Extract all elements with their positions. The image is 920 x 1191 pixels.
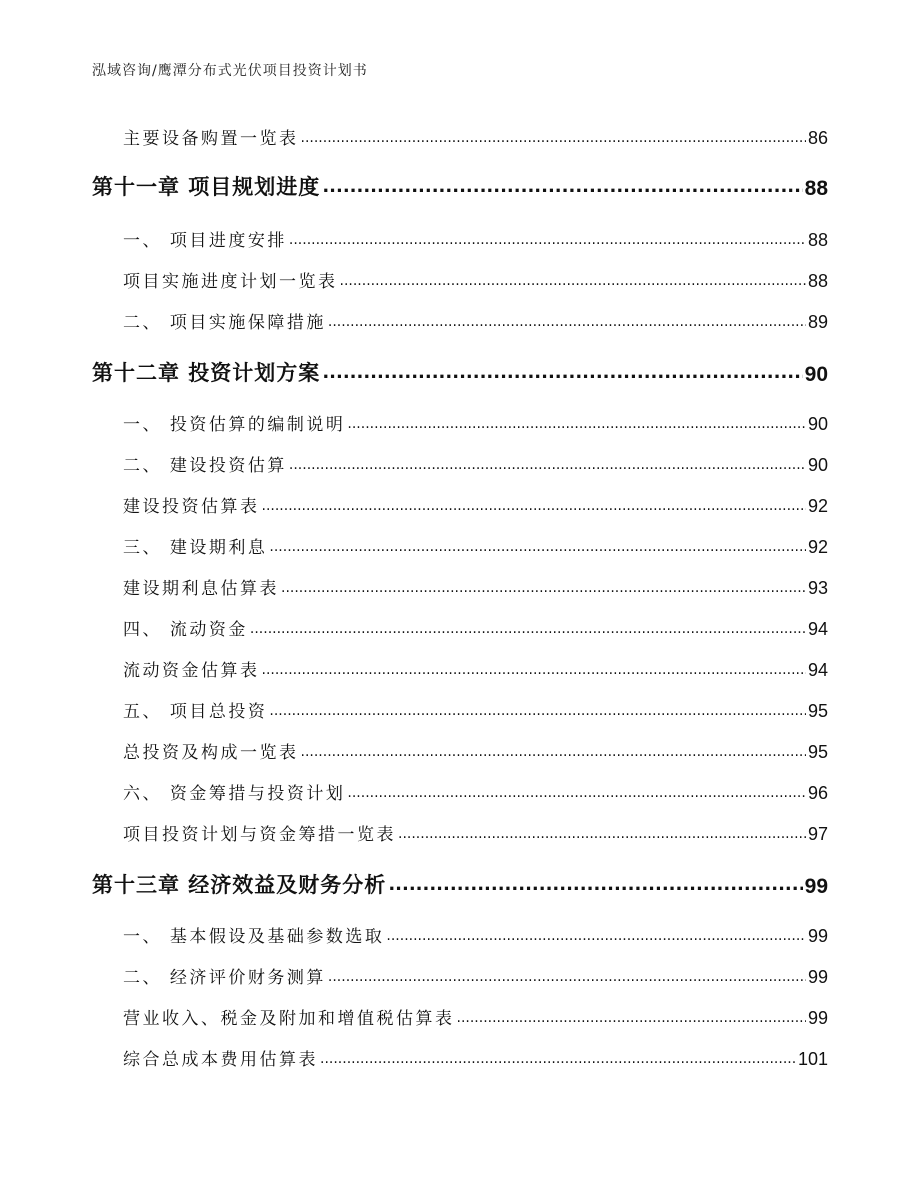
toc-leader-dots xyxy=(281,580,806,596)
toc-entry-title: 项目实施进度计划一览表 xyxy=(123,272,338,292)
toc-entry-title: 三、 建设期利息 xyxy=(123,538,268,558)
toc-entry[interactable] xyxy=(92,451,828,476)
toc-entry-title: 二、 项目实施保障措施 xyxy=(123,313,326,333)
toc-entry-title: 主要设备购置一览表 xyxy=(123,129,299,149)
toc-entry[interactable] xyxy=(92,1045,828,1070)
toc-entry-title: 第十三章 经济效益及财务分析 xyxy=(92,873,387,897)
toc-entry[interactable] xyxy=(92,308,828,333)
toc-entry-page: 90 xyxy=(804,363,828,386)
toc-leader-dots xyxy=(457,1010,806,1026)
toc-entry[interactable] xyxy=(92,697,828,722)
toc-entry-title: 第十一章 项目规划进度 xyxy=(92,175,321,199)
toc-entry-page: 95 xyxy=(807,742,828,762)
toc-entry[interactable] xyxy=(92,1004,828,1029)
toc-leader-dots xyxy=(262,662,806,678)
toc-leader-dots xyxy=(340,273,806,289)
toc-entry-page: 99 xyxy=(804,875,828,898)
toc-leader-dots xyxy=(347,416,806,432)
toc-leader-dots xyxy=(262,498,806,514)
toc-chapter-entry[interactable] xyxy=(92,869,828,899)
toc-entry[interactable] xyxy=(92,656,828,681)
toc-leader-dots xyxy=(289,232,806,248)
toc-leader-dots xyxy=(328,969,806,985)
toc-entry[interactable] xyxy=(92,533,828,558)
toc-entry-page: 94 xyxy=(807,660,828,680)
toc-entry[interactable] xyxy=(92,738,828,763)
toc-entry-title: 一、 基本假设及基础参数选取 xyxy=(123,927,385,947)
toc-chapter-entry[interactable] xyxy=(92,171,828,201)
toc-entry[interactable] xyxy=(92,410,828,435)
toc-entry-title: 总投资及构成一览表 xyxy=(123,743,299,763)
toc-entry[interactable] xyxy=(92,492,828,517)
toc-entry-title: 流动资金估算表 xyxy=(123,661,260,681)
toc-leader-dots xyxy=(398,826,806,842)
toc-entry-page: 92 xyxy=(807,496,828,516)
toc-entry-page: 90 xyxy=(807,455,828,475)
toc-entry-title: 六、 资金筹措与投资计划 xyxy=(123,784,346,804)
toc-entry-page: 101 xyxy=(797,1049,828,1069)
toc-entry-title: 一、 投资估算的编制说明 xyxy=(123,415,346,435)
toc-entry-title: 建设投资估算表 xyxy=(123,497,260,517)
toc-leader-dots xyxy=(320,1051,796,1067)
toc-leader-dots xyxy=(269,703,806,719)
toc-entry-title: 项目投资计划与资金筹措一览表 xyxy=(123,825,396,845)
toc-entry-page: 89 xyxy=(807,312,828,332)
toc-entry-title: 第十二章 投资计划方案 xyxy=(92,361,321,385)
toc-entry-title: 综合总成本费用估算表 xyxy=(123,1050,318,1070)
toc-entry-title: 五、 项目总投资 xyxy=(123,702,268,722)
toc-leader-dots xyxy=(386,928,806,944)
toc-entry-title: 二、 建设投资估算 xyxy=(123,456,287,476)
toc-entry-title: 四、 流动资金 xyxy=(123,620,248,640)
toc-entry[interactable] xyxy=(92,267,828,292)
toc-leader-dots xyxy=(347,785,806,801)
toc-entry[interactable] xyxy=(92,124,828,149)
toc-entry-page: 88 xyxy=(807,230,828,250)
toc-entry-page: 86 xyxy=(807,128,828,148)
toc-leader-dots xyxy=(301,130,806,146)
toc-chapter-entry[interactable] xyxy=(92,357,828,387)
toc-leader-dots xyxy=(328,314,806,330)
toc-entry[interactable] xyxy=(92,820,828,845)
toc-entry-page: 96 xyxy=(807,783,828,803)
toc-entry-page: 97 xyxy=(807,824,828,844)
toc-entry-page: 99 xyxy=(807,1008,828,1028)
toc-entry[interactable] xyxy=(92,226,828,251)
toc-entry-title: 二、 经济评价财务测算 xyxy=(123,968,326,988)
toc-entry-page: 99 xyxy=(807,967,828,987)
toc-entry[interactable] xyxy=(92,963,828,988)
toc-entry-title: 建设期利息估算表 xyxy=(123,579,279,599)
running-header: 泓域咨询/鹰潭分布式光伏项目投资计划书 xyxy=(92,63,368,79)
toc-entry-page: 99 xyxy=(807,926,828,946)
toc-leader-dots xyxy=(301,744,806,760)
toc-entry[interactable] xyxy=(92,615,828,640)
toc-leader-dots xyxy=(289,457,806,473)
toc-entry[interactable] xyxy=(92,922,828,947)
toc-leader-dots xyxy=(269,539,806,555)
toc-entry-page: 88 xyxy=(804,177,828,200)
toc-entry-page: 92 xyxy=(807,537,828,557)
toc-entry-page: 90 xyxy=(807,414,828,434)
toc-entry-page: 94 xyxy=(807,619,828,639)
toc-entry[interactable] xyxy=(92,574,828,599)
toc-leader-dots xyxy=(322,176,802,197)
toc-leader-dots xyxy=(388,874,802,895)
toc-leader-dots xyxy=(250,621,806,637)
toc-entry-page: 93 xyxy=(807,578,828,598)
toc-entry-page: 95 xyxy=(807,701,828,721)
toc-leader-dots xyxy=(322,362,802,383)
toc-entry-page: 88 xyxy=(807,271,828,291)
toc-entry-title: 营业收入、税金及附加和增值税估算表 xyxy=(123,1009,455,1029)
toc-entry-title: 一、 项目进度安排 xyxy=(123,231,287,251)
toc-entry[interactable] xyxy=(92,779,828,804)
